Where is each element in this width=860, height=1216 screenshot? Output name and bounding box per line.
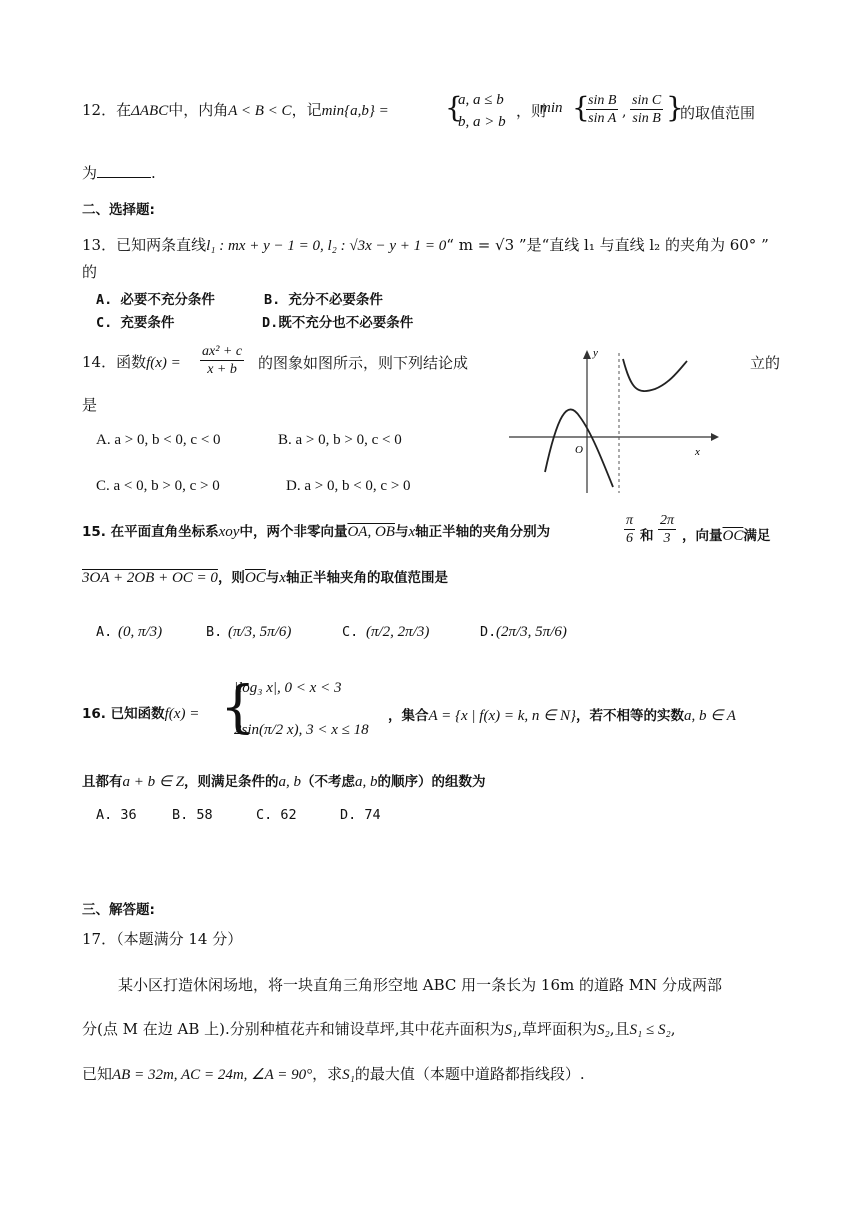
q17-para-3 bbox=[82, 1064, 585, 1085]
q14-tail: 立的 bbox=[750, 354, 781, 372]
q15-angle2 bbox=[658, 512, 676, 547]
q16-option-b[interactable]: B. 58 bbox=[172, 807, 213, 823]
q17-s1: S₁ bbox=[504, 1022, 518, 1038]
q12-then: ，则 bbox=[516, 102, 547, 120]
q12-min-def: min{a,b} = bbox=[321, 103, 389, 119]
q12-frac2-num: sin C bbox=[632, 93, 662, 108]
q15-angle1-num: π bbox=[626, 513, 634, 528]
graph-y-arrow bbox=[583, 350, 591, 359]
q14-frac-den: x + b bbox=[207, 362, 237, 377]
q16-option-a[interactable]: A. 36 bbox=[96, 807, 137, 823]
q15-x: x bbox=[408, 524, 416, 540]
q14-frac-num: ax² + c bbox=[202, 344, 243, 359]
q13-condition: “ m = √3 ”是“直线 l₁ 与直线 l₂ 的夹角为 60° ” bbox=[446, 236, 769, 254]
q16-ab3: a, b bbox=[355, 774, 378, 790]
graph-y-label: y bbox=[593, 347, 598, 359]
q16-line2 bbox=[82, 772, 486, 792]
q15-angle1 bbox=[624, 512, 635, 547]
q16-text-d: 的顺序）的组数为 bbox=[377, 774, 486, 790]
q13-line1 bbox=[82, 235, 769, 256]
q16-line1 bbox=[82, 704, 199, 724]
q15-text-c: 与 bbox=[394, 524, 409, 540]
q16-number: 16. 已知函数 bbox=[82, 706, 165, 722]
q16-text-a: 且都有 bbox=[82, 774, 123, 790]
q16-cond: a + b ∈ Z bbox=[122, 774, 185, 790]
q12-inequality: A < B < C bbox=[228, 103, 292, 119]
q12-answer-blank[interactable] bbox=[97, 163, 151, 178]
q15-text-b: 中，两个非零向量 bbox=[239, 524, 348, 540]
q14-graph bbox=[505, 347, 720, 495]
section-3-heading: 三、解答题: bbox=[82, 902, 155, 918]
q12-text: 中，内角 bbox=[168, 101, 229, 119]
section-2-heading: 二、选择题: bbox=[82, 202, 155, 218]
q15-option-c-label[interactable]: C. bbox=[342, 624, 359, 640]
q13-text: 13．已知两条直线 bbox=[82, 236, 207, 254]
q16-set: A = {x | f(x) = k, n ∈ N} bbox=[428, 708, 576, 724]
q17-p2-text-a: 分(点 M 在边 AB 上).分别种植花卉和铺设草坪,其中花卉面积为 bbox=[82, 1020, 505, 1038]
q15-xoy: xoy bbox=[218, 524, 240, 540]
q15-vectors: OA, OB bbox=[347, 524, 395, 540]
q12-case1: a, a ≤ b bbox=[458, 92, 504, 108]
q16-text-b: ，则满足条件的 bbox=[184, 774, 279, 790]
q13-option-b[interactable]: B. 充分不必要条件 bbox=[264, 292, 383, 308]
q15-oc2: $\overline{OC}$ bbox=[244, 570, 266, 586]
q15-option-b[interactable]: (π/3, 5π/6) bbox=[228, 624, 292, 640]
q14-mid: 的图象如图所示，则下列结论成 bbox=[258, 354, 469, 372]
q12-number: 12．在 bbox=[82, 101, 132, 119]
q12-case2: b, a > b bbox=[458, 114, 506, 130]
q16-case2: 2sin(π/2 x), 3 < x ≤ 18 bbox=[234, 722, 369, 738]
q13-lines: l₁ : mx + y − 1 = 0, l₂ : √3x − y + 1 = 0 bbox=[206, 238, 447, 254]
q17-para-2 bbox=[82, 1019, 675, 1040]
q14-option-b[interactable]: B. a > 0, b > 0, c < 0 bbox=[278, 432, 402, 448]
q15-angle2-den: 3 bbox=[663, 531, 671, 546]
q16-brace: { bbox=[220, 675, 256, 740]
q17-s2: S₂ bbox=[597, 1022, 610, 1038]
q15-line2 bbox=[82, 568, 448, 588]
q16-line1-rest bbox=[388, 704, 736, 725]
q12-triangle: ΔABC bbox=[131, 103, 169, 119]
q14-option-d[interactable]: D. a > 0, b < 0, c > 0 bbox=[286, 478, 411, 494]
q15-angle2-num: 2π bbox=[660, 513, 675, 528]
q15-and: 和 bbox=[640, 528, 654, 544]
q16-fx: f(x) = bbox=[164, 706, 200, 722]
q15-text-a: 15. 在平面直角坐标系 bbox=[82, 524, 219, 540]
q15-text-e: ，向量 bbox=[682, 528, 723, 544]
q13-line2: 的 bbox=[82, 263, 98, 281]
q17-p2-text-c: ,且 bbox=[609, 1020, 630, 1038]
graph-origin-label: O bbox=[575, 444, 583, 456]
q12-lbrace: { bbox=[572, 91, 590, 124]
q17-s1b: S₁ bbox=[342, 1067, 355, 1083]
q14-option-c[interactable]: C. a < 0, b > 0, c > 0 bbox=[96, 478, 220, 494]
q12-line2-text: 为 bbox=[82, 164, 98, 182]
q17-conditions: AB = 32m, AC = 24m, ∠A = 90° bbox=[112, 1067, 313, 1083]
q14-line2: 是 bbox=[82, 396, 98, 414]
q15-line1 bbox=[82, 522, 550, 542]
q15-option-d-label[interactable]: D. bbox=[480, 624, 497, 640]
q15-text-g: ，则 bbox=[217, 570, 245, 586]
q12-tail: 的取值范围 bbox=[680, 104, 756, 122]
q15-option-a[interactable]: (0, π/3) bbox=[118, 624, 163, 640]
q16-option-d[interactable]: D. 74 bbox=[340, 807, 381, 823]
q16-ab2: a, b bbox=[278, 774, 302, 790]
q12-rbrace: } bbox=[666, 91, 684, 124]
graph-x-label: x bbox=[695, 446, 700, 458]
q17-p3-text-b: ，求 bbox=[312, 1065, 343, 1083]
q15-option-a-label[interactable]: A. bbox=[96, 624, 113, 640]
q13-option-c[interactable]: C. 充要条件 bbox=[96, 315, 175, 331]
q14-line1 bbox=[82, 352, 181, 373]
q15-option-b-label[interactable]: B. bbox=[206, 624, 223, 640]
q15-option-c[interactable]: (π/2, 2π/3) bbox=[366, 624, 430, 640]
q12-frac2 bbox=[630, 92, 663, 127]
q16-mid: ，集合 bbox=[388, 708, 429, 724]
q14-fx: f(x) = bbox=[146, 355, 181, 371]
graph-right-branch bbox=[623, 359, 687, 391]
q14-option-a[interactable]: A. a > 0, b < 0, c < 0 bbox=[96, 432, 221, 448]
q15-x2: x bbox=[279, 570, 286, 586]
q14-number: 14．函数 bbox=[82, 353, 147, 371]
q12-comma: , bbox=[622, 104, 627, 120]
q12-line2 bbox=[82, 163, 156, 183]
q15-text-d: 轴正半轴的夹角分别为 bbox=[415, 524, 551, 540]
q15-oc: $\overline{OC}$ bbox=[722, 528, 744, 544]
q15-line1-end bbox=[682, 524, 770, 545]
q15-text-h: 与 bbox=[265, 570, 280, 586]
q12-note: ，记 bbox=[291, 101, 322, 119]
q15-text-f: 满足 bbox=[743, 528, 771, 544]
q12-frac1-den: sin A bbox=[588, 111, 617, 126]
q12-frac2-den: sin B bbox=[632, 111, 661, 126]
q12-line2-end: . bbox=[151, 164, 156, 182]
q16-case1: |log₃ x|, 0 < x < 3 bbox=[234, 680, 342, 696]
q12-line1 bbox=[82, 100, 389, 121]
q12-brace: { bbox=[445, 91, 463, 124]
q16-tail: ，若不相等的实数 bbox=[575, 708, 684, 724]
q13-option-a[interactable]: A. 必要不充分条件 bbox=[96, 292, 215, 308]
q12-frac1 bbox=[586, 92, 618, 127]
q15-equation: 3OA + 2OB + OC = 0 bbox=[82, 570, 218, 586]
q13-option-d[interactable]: D.既不充分也不必要条件 bbox=[262, 315, 414, 331]
q16-text-c: （不考虑 bbox=[301, 774, 356, 790]
q17-title: 17．（本题满分 14 分） bbox=[82, 930, 243, 948]
q17-p3-text-c: 的最大值（本题中道路都指线段）. bbox=[354, 1065, 585, 1083]
graph-x-arrow bbox=[711, 433, 719, 441]
q17-para-1: 某小区打造休闲场地，将一块直角三角形空地 ABC 用一条长为 16m 的道路 MN 分成两部 bbox=[118, 976, 723, 994]
q15-text-i: 轴正半轴夹角的取值范围是 bbox=[285, 570, 448, 586]
q12-frac1-num: sin B bbox=[588, 93, 617, 108]
q17-s-ineq: S₁ ≤ S₂ bbox=[629, 1022, 671, 1038]
q17-p2-text-b: ,草坪面积为 bbox=[517, 1020, 598, 1038]
q15-option-d[interactable]: (2π/3, 5π/6) bbox=[496, 624, 567, 640]
q17-p2-text-d: , bbox=[670, 1020, 676, 1038]
q15-angle1-den: 6 bbox=[626, 531, 633, 546]
q14-fraction bbox=[200, 343, 244, 378]
q16-ab: a, b ∈ A bbox=[683, 708, 736, 724]
q17-p3-text-a: 已知 bbox=[82, 1065, 113, 1083]
q16-option-c[interactable]: C. 62 bbox=[256, 807, 297, 823]
q12-min-label: min bbox=[540, 100, 563, 116]
